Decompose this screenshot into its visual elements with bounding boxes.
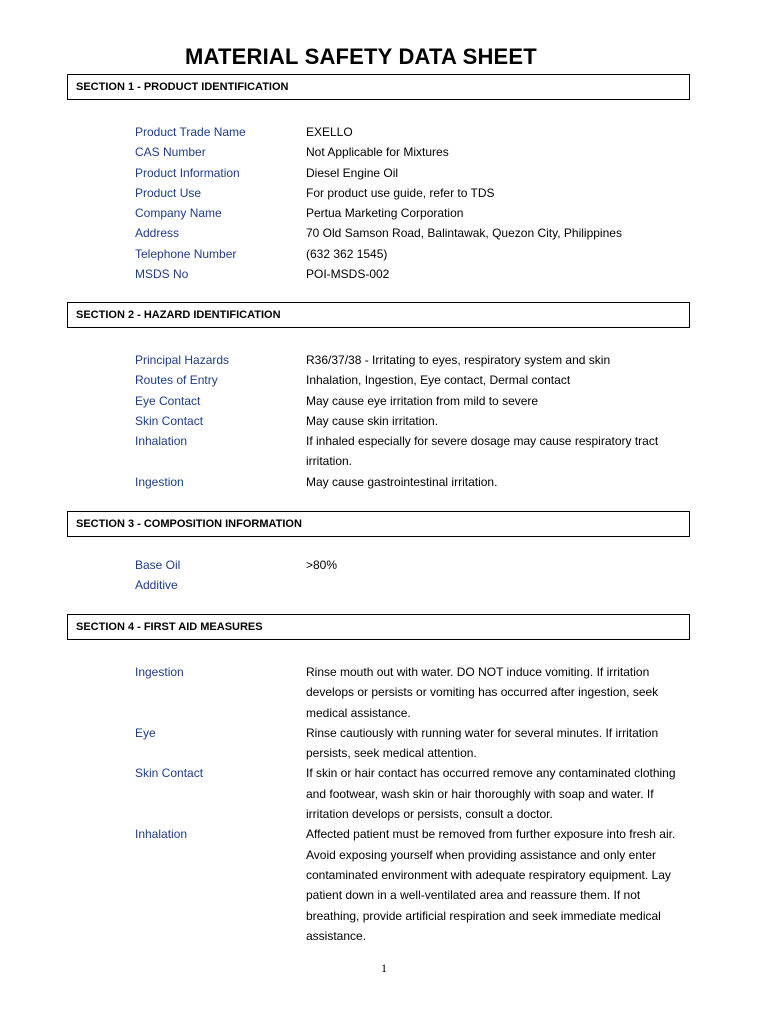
section-2-rows xyxy=(135,350,695,492)
list-item xyxy=(135,824,695,946)
field-label: Ingestion xyxy=(135,474,184,489)
section-4-header: SECTION 4 - FIRST AID MEASURES xyxy=(67,614,690,640)
field-value: Pertua Marketing Corporation xyxy=(306,206,464,221)
list-item xyxy=(135,431,695,472)
field-value: May cause skin irritation. xyxy=(306,413,439,428)
list-item xyxy=(135,142,695,162)
field-value: Rinse cautiously with running water for several minutes. If irritation persists, seek medical attention. xyxy=(306,725,659,761)
section-1-header: SECTION 1 - PRODUCT IDENTIFICATION xyxy=(67,74,690,100)
field-label: Product Information xyxy=(135,165,240,180)
list-item xyxy=(135,472,695,492)
field-label: Address xyxy=(135,226,180,241)
field-label: Skin Contact xyxy=(135,413,204,428)
list-item xyxy=(135,163,695,183)
field-label: Inhalation xyxy=(135,827,188,842)
field-value: >80% xyxy=(306,558,338,572)
field-value: 70 Old Samson Road, Balintawak, Quezon City, Philippines xyxy=(306,226,622,241)
section-3-rows xyxy=(135,555,695,596)
list-item xyxy=(135,391,695,411)
field-value: If inhaled especially for severe dosage may cause respiratory tract irritation. xyxy=(306,434,659,469)
field-value: If skin or hair contact has occurred remove any contaminated clothing and footwear, wash skin or hair thoroughly with soap and water. If irritation develops or persists, consult a doctor. xyxy=(306,766,676,822)
field-value: EXELLO xyxy=(306,125,353,139)
field-value: R36/37/38 - Irritating to eyes, respiratory system and skin xyxy=(306,353,611,367)
field-label: Company Name xyxy=(135,206,222,221)
list-item xyxy=(135,555,695,575)
field-label: Eye xyxy=(135,725,156,740)
field-label: Base Oil xyxy=(135,558,181,572)
document-title: MATERIAL SAFETY DATA SHEET xyxy=(185,44,537,69)
field-label: Eye Contact xyxy=(135,393,201,408)
field-value: For product use guide, refer to TDS xyxy=(306,185,495,200)
field-value: Diesel Engine Oil xyxy=(306,165,399,180)
field-label: Telephone Number xyxy=(135,246,237,261)
list-item xyxy=(135,723,695,764)
field-value: (632 362 1545) xyxy=(306,246,388,261)
field-label: Routes of Entry xyxy=(135,373,218,388)
list-item xyxy=(135,183,695,203)
section-1-rows xyxy=(135,122,695,284)
field-value: Affected patient must be removed from further exposure into fresh air. Avoid exposing yourself when providing assistance and only enter contaminated environment with adequate respiratory equipment. Lay patient down in a well-ventilated area and reassure them. If not breathing, provide artificial respiration and seek immediate medical assistance. xyxy=(306,827,676,943)
field-label: Ingestion xyxy=(135,665,184,679)
list-item xyxy=(135,370,695,390)
section-4-rows xyxy=(135,662,695,946)
page-number: 1 xyxy=(381,961,387,975)
list-item xyxy=(135,244,695,264)
field-label: CAS Number xyxy=(135,145,206,160)
list-item xyxy=(135,411,695,431)
field-label: MSDS No xyxy=(135,267,189,282)
field-label: Product Use xyxy=(135,185,202,200)
field-label: Additive xyxy=(135,578,178,593)
field-value: May cause eye irritation from mild to severe xyxy=(306,393,539,408)
field-label: Product Trade Name xyxy=(135,125,246,139)
field-label: Skin Contact xyxy=(135,766,204,781)
field-value: Inhalation, Ingestion, Eye contact, Dermal contact xyxy=(306,373,571,388)
section-2-header: SECTION 2 - HAZARD IDENTIFICATION xyxy=(67,302,690,328)
field-value: Rinse mouth out with water. DO NOT induce vomiting. If irritation develops or persists or vomiting has occurred after ingestion, seek medical assistance. xyxy=(306,665,659,720)
field-label: Principal Hazards xyxy=(135,353,230,367)
list-item xyxy=(135,203,695,223)
section-3-header: SECTION 3 - COMPOSITION INFORMATION xyxy=(67,511,690,537)
field-value: POI-MSDS-002 xyxy=(306,267,390,282)
field-value: Not Applicable for Mixtures xyxy=(306,145,449,160)
list-item xyxy=(135,350,695,370)
field-label: Inhalation xyxy=(135,434,188,449)
list-item xyxy=(135,264,695,284)
list-item xyxy=(135,763,695,824)
list-item xyxy=(135,575,695,595)
list-item xyxy=(135,122,695,142)
field-value xyxy=(306,575,695,595)
list-item xyxy=(135,662,695,723)
list-item xyxy=(135,223,695,243)
field-value: May cause gastrointestinal irritation. xyxy=(306,474,498,489)
